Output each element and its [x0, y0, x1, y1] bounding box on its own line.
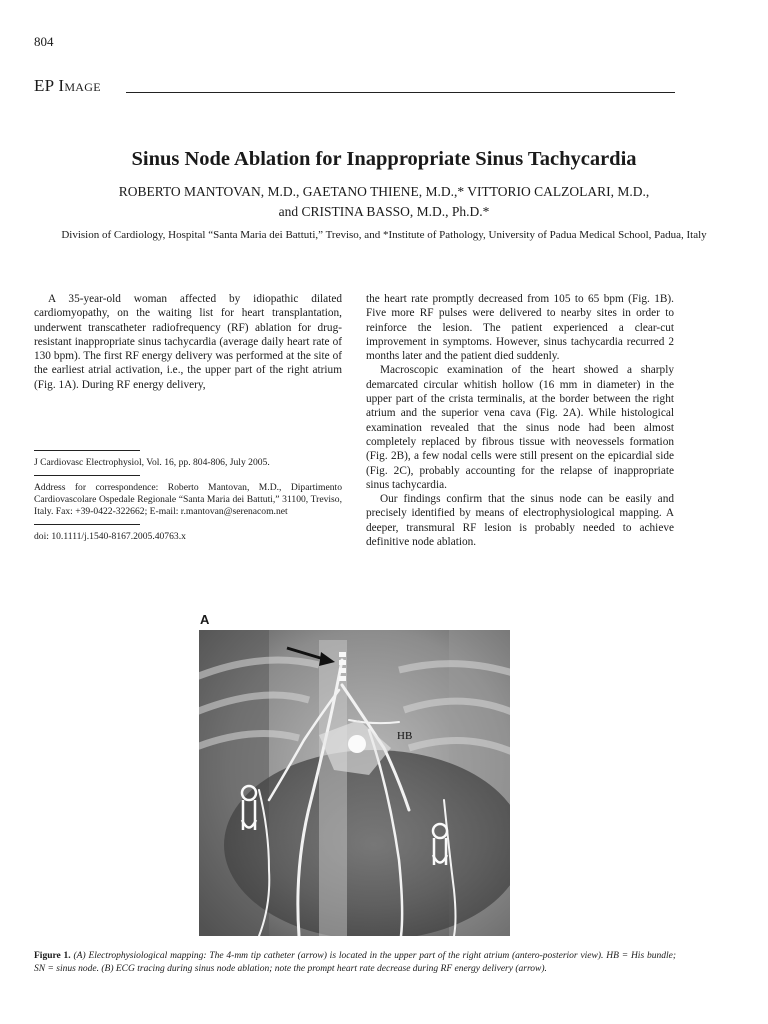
- author-list: [34, 182, 734, 222]
- fluoroscopy-image: [199, 630, 510, 936]
- section-header: [34, 76, 675, 98]
- body-paragraph: Our findings confirm that the sinus node can be easily and precisely identified by means of electrophysiological mapping. A deeper, transmural RF lesion is probably needed to achieve definitive node ablation.: [366, 493, 674, 549]
- fluoroscopy-svg: [199, 630, 510, 936]
- figure-panel-label: A: [200, 612, 210, 627]
- left-column: [34, 292, 342, 392]
- footnotes: [34, 450, 342, 549]
- author-line-2: and CRISTINA BASSO, M.D., Ph.D.*: [278, 204, 490, 219]
- footnote-rule: [34, 524, 140, 525]
- body-paragraph: A 35-year-old woman affected by idiopathic dilated cardiomyopathy, on the waiting list for heart transplantation, underwent transcatheter radiofrequency (RF) ablation for drug-resistant inappropriate sinus tachycardia (average daily heart rate of 130 bpm). The first RF energy delivery was performed at the site of the earliest atrial activation, i.e., the upper part of the right atrium (Fig. 1A). During RF energy delivery,: [34, 293, 342, 391]
- body-paragraph: the heart rate promptly decreased from 105 to 65 bpm (Fig. 1B). Five more RF pulses were delivered to nearby sites in order to reinforce the lesion. The patient experienced a clear-cut improvement in symptoms. However, sinus tachycardia recurred 2 months later and the patient died suddenly.: [366, 293, 674, 363]
- section-label: EP Image: [34, 76, 101, 95]
- page-number: 804: [34, 34, 54, 49]
- footnote-rule: [34, 450, 140, 451]
- body-paragraph: Macroscopic examination of the heart showed a sharply demarcated circular whitish hollow (16 mm in diameter) in the upper part of the crista terminalis, at the border between the right atrium and the superior vena cava (Fig. 2A). While histological examination revealed that the sinus node had been almost completely replaced by fibrous tissue with neovessels formation (Fig. 2B), a few nodal cells were still present on the epicardial side (Fig. 2C), probably accounting for the relapse of inappropriate sinus tachycardia.: [366, 364, 674, 491]
- figure-caption: [34, 950, 676, 975]
- footnote-rule: [34, 475, 140, 476]
- his-bundle-label: HB: [397, 730, 413, 742]
- author-line-1: ROBERTO MANTOVAN, M.D., GAETANO THIENE, M.D.,* VITTORIO CALZOLARI, M.D.,: [118, 184, 650, 199]
- header-rule: [126, 92, 675, 93]
- correspondence-address: Address for correspondence: Roberto Mantovan, M.D., Dipartimento Cardiovascolare Ospedale Regionale “Santa Maria dei Battuti,” 31100, Treviso, Italy. Fax: +39-0422-322662; E-mail: r.mantovan@serenacom.net: [34, 482, 342, 517]
- caption-label: Figure 1.: [34, 951, 71, 961]
- affiliation: Division of Cardiology, Hospital “Santa Maria dei Battuti,” Treviso, and *Institute of Pathology, University of Padua Medical School, Padua, Italy: [61, 229, 707, 241]
- caption-text: (A) Electrophysiological mapping: The 4-mm tip catheter (arrow) is located in the upper part of the right atrium (antero-posterior view). HB = His bundle; SN = sinus node. (B) ECG tracing during sinus node ablation; note the prompt heart rate decrease during RF energy delivery (arrow).: [34, 951, 676, 974]
- doi: doi: 10.1111/j.1540-8167.2005.40763.x: [34, 531, 186, 542]
- journal-citation: J Cardiovasc Electrophysiol, Vol. 16, pp. 804-806, July 2005.: [34, 457, 270, 468]
- article-title: Sinus Node Ablation for Inappropriate Sinus Tachycardia: [131, 148, 637, 170]
- right-column: [366, 292, 674, 549]
